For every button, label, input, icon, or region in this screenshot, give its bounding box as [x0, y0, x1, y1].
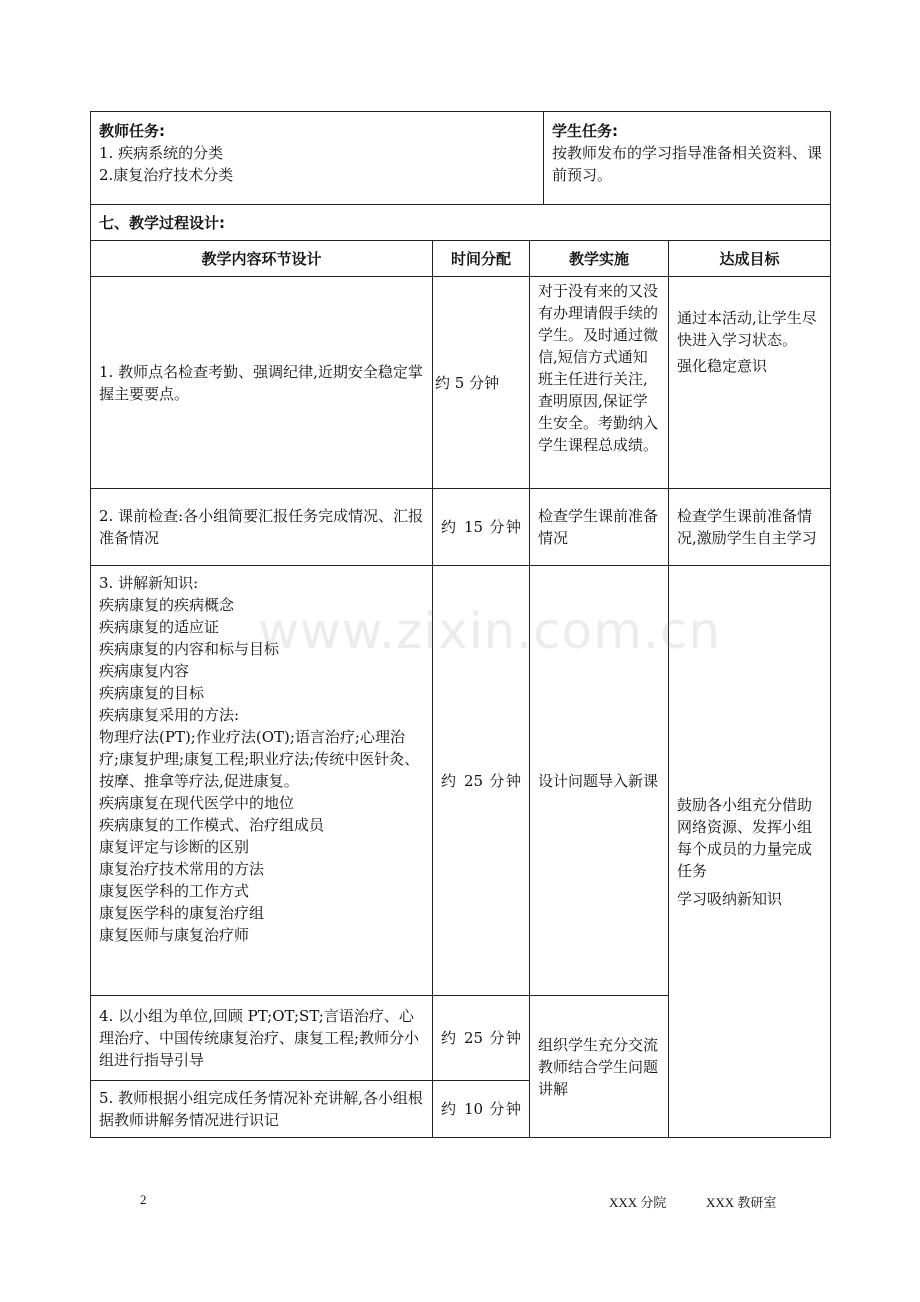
- section-title: 七、教学过程设计:: [91, 205, 831, 241]
- row-goal: [669, 277, 831, 489]
- header-implementation: 教学实施: [530, 241, 669, 277]
- task-table: [90, 111, 831, 205]
- row-time: 约 5 分钟: [433, 277, 530, 489]
- teacher-task-item: 2.康复治疗技术分类: [99, 166, 234, 184]
- teacher-task-item: 1. 疾病系统的分类: [99, 144, 224, 162]
- content-line: 3. 讲解新知识:: [99, 574, 199, 592]
- content-line: 康复医师与康复治疗师: [99, 926, 250, 944]
- content-line: 疾病康复采用的方法:: [99, 706, 240, 724]
- header-time: 时间分配: [433, 241, 530, 277]
- row-goal: 检查学生课前准备情况,激励学生自主学习: [669, 489, 831, 566]
- footer-department: XXX 分院: [609, 1195, 667, 1210]
- content-line: 疾病康复的工作模式、治疗组成员: [99, 816, 325, 834]
- row-content: [91, 277, 433, 489]
- footer-office: XXX 教研室: [706, 1195, 777, 1210]
- header-goal: 达成目标: [669, 241, 831, 277]
- page-number: 2: [140, 1192, 147, 1207]
- row-implementation: 设计问题导入新课: [530, 566, 669, 996]
- teacher-task-title: 教师任务:: [99, 122, 165, 140]
- content-line: 疾病康复在现代医学中的地位: [99, 794, 295, 812]
- student-task-title: 学生任务:: [552, 122, 618, 140]
- goal-text: 通过本活动,让学生尽快进入学习状态。: [677, 309, 817, 349]
- student-task-cell: [544, 112, 831, 205]
- row-time: 约 10 分钟: [433, 1081, 530, 1138]
- content-line: 疾病康复的疾病概念: [99, 596, 235, 614]
- content-line: 康复医学科的康复治疗组: [99, 904, 265, 922]
- header-content: 教学内容环节设计: [91, 241, 433, 277]
- content-line: 疾病康复内容: [99, 662, 190, 680]
- row-content: 2. 课前检查:各小组简要汇报任务完成情况、汇报准备情况: [91, 489, 433, 566]
- table-row: [91, 277, 831, 489]
- row-implementation: 组织学生充分交流 教师结合学生问题讲解: [530, 996, 669, 1138]
- table-row: [91, 489, 831, 566]
- goal-text: 学习吸纳新知识: [677, 889, 783, 908]
- content-line: 物理疗法(PT);作业疗法(OT);语言治疗;心理治疗;康复护理;康复工程;职业疗法;传统中医针灸、按摩、推拿等疗法,促进康复。: [99, 728, 420, 790]
- teacher-task-cell: [91, 112, 544, 205]
- content-line: 康复治疗技术常用的方法: [99, 860, 265, 878]
- row-content: 5. 教师根据小组完成任务情况补充讲解,各小组根据教师讲解务情况进行识记: [91, 1081, 433, 1138]
- row-time: 约 25 分钟: [433, 996, 530, 1081]
- watermark: www.zixin.com.cn: [258, 602, 722, 660]
- row-implementation: 对于没有来的又没有办理请假手续的学生。及时通过微信,短信方式通知班主任进行关注,查明原因,保证学生安全。考勤纳入学生课程总成绩。: [530, 277, 669, 489]
- goal-text: 鼓励各小组充分借助网络资源、发挥小组每个成员的力量完成任务: [677, 795, 813, 880]
- content-line: 康复医学科的工作方式: [99, 882, 250, 900]
- content-line: 疾病康复的目标: [99, 684, 205, 702]
- content-line: 疾病康复的适应证: [99, 618, 220, 636]
- content-line: 疾病康复的内容和标与目标: [99, 640, 280, 658]
- process-table: [90, 204, 831, 1138]
- row-time: 约 15 分钟: [433, 489, 530, 566]
- row-implementation: 检查学生课前准备情况: [530, 489, 669, 566]
- content-text: 1. 教师点名检查考勤、强调纪律,近期安全稳定掌握主要要点。: [99, 362, 423, 403]
- row-time: 约 25 分钟: [433, 566, 530, 996]
- goal-text: 强化稳定意识: [677, 357, 768, 375]
- content-line: 康复评定与诊断的区别: [99, 838, 250, 856]
- student-task-text: 按教师发布的学习指导准备相关资料、课前预习。: [552, 144, 823, 184]
- row-content: 4. 以小组为单位,回顾 PT;OT;ST;言语治疗、心理治疗、中国传统康复治疗、康复工程;教师分小组进行指导引导: [91, 996, 433, 1081]
